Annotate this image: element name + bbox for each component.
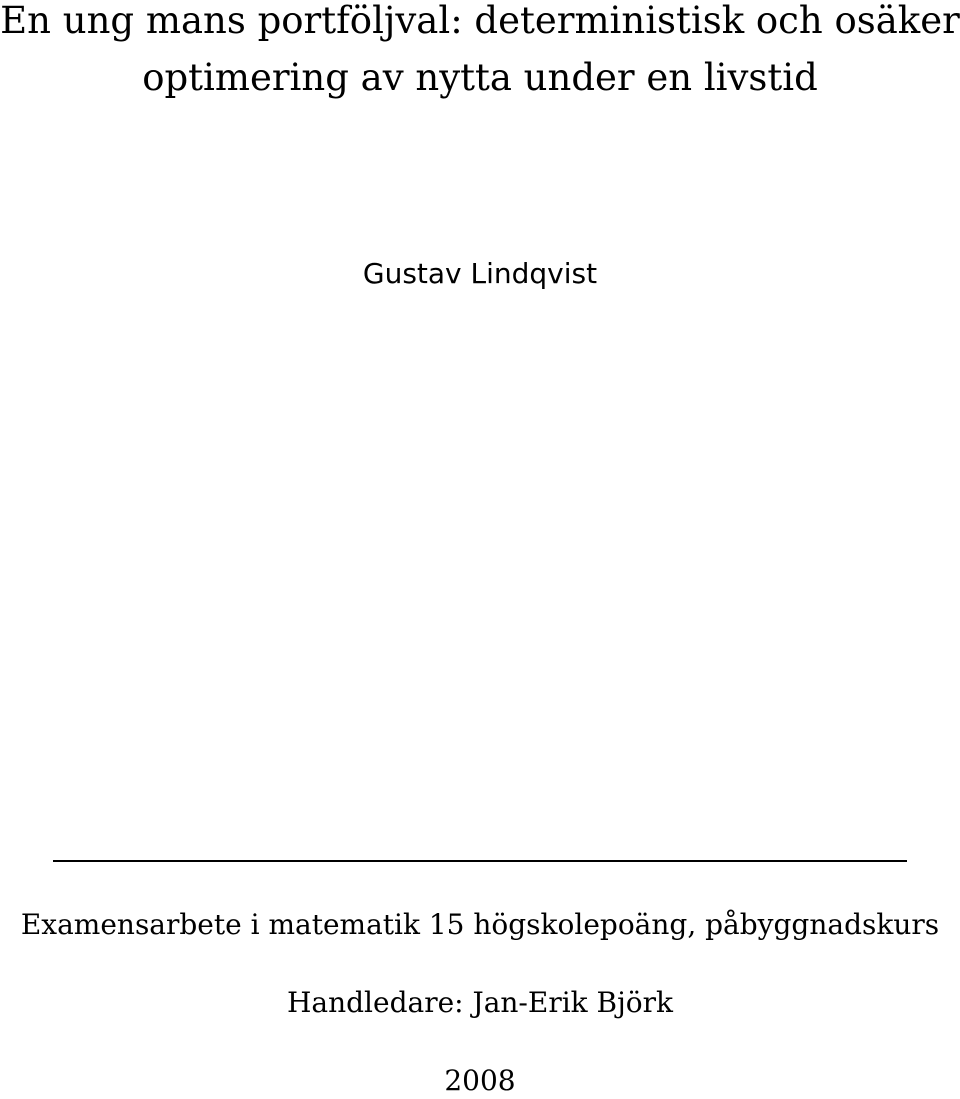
title-line-1: En ung mans portföljval: deterministisk och osäker	[0, 0, 960, 42]
horizontal-rule	[53, 860, 907, 862]
author-name: Gustav Lindqvist	[362, 257, 598, 290]
supervisor: Handledare: Jan-Erik Björk	[286, 986, 674, 1019]
title-line-2: optimering av nytta under en livstid	[142, 56, 818, 99]
course-description: Examensarbete i matematik 15 högskolepoäng, påbyggnadskurs	[20, 908, 940, 941]
year: 2008	[444, 1064, 516, 1097]
